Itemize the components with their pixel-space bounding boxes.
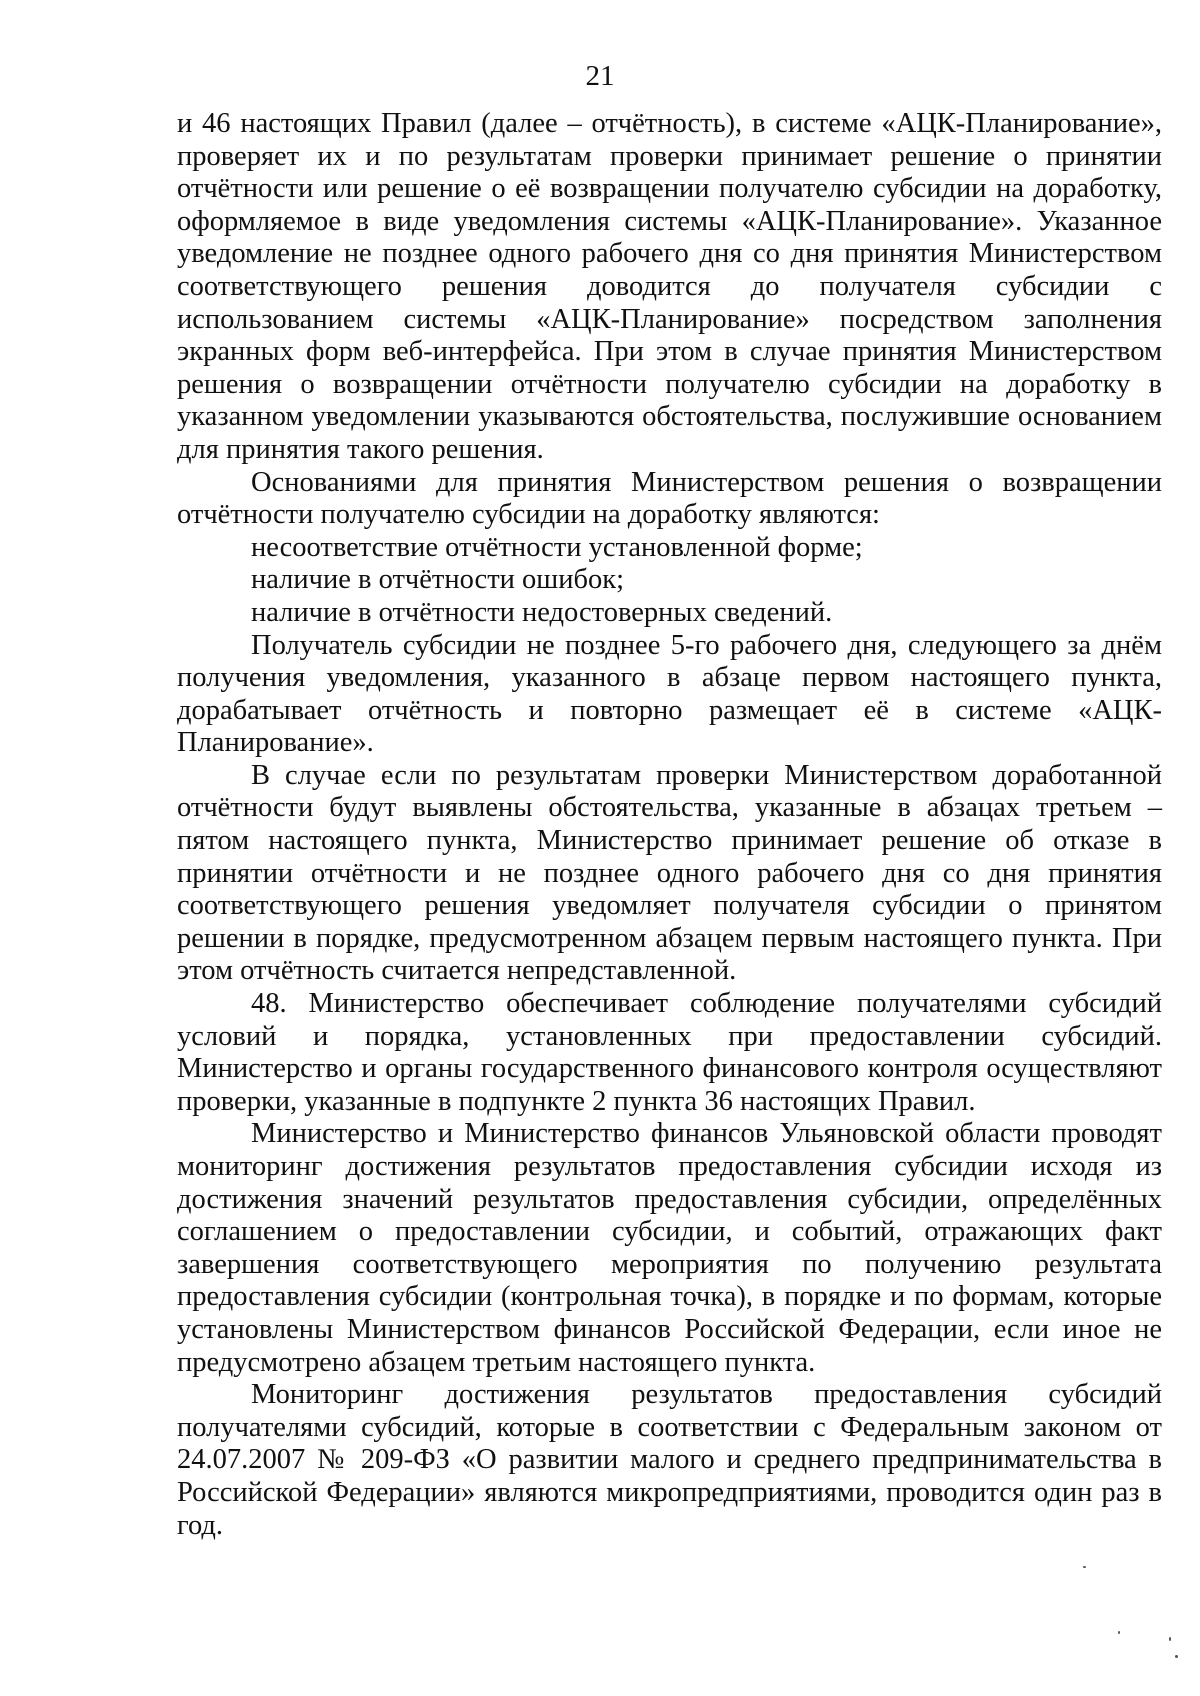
paragraph-monitoring-micro: Мониторинг достижения результатов предоставления субсидий получателями субсидий, которые в соответствии с Федеральным законом от 24.07.2007 № 209-ФЗ «О развитии малого и среднего предпринимательства в Российской Федерации» являются микропредприятиями, проводится один раз в год. <box>177 1379 1162 1541</box>
scan-speck <box>1175 1655 1178 1658</box>
scan-speck <box>1083 1566 1086 1568</box>
document-body <box>177 108 1162 1542</box>
scan-speck <box>1118 1631 1120 1634</box>
list-item-errors: наличие в отчётности ошибок; <box>251 564 624 596</box>
paragraph-point-48: 48. Министерство обеспечивает соблюдение получателями субсидий условий и порядка, установленных при предоставлении субсидий. Министерство и органы государственного финансового контроля осуществляют проверки, указанные в подпункте 2 пункта 36 настоящих Правил. <box>177 988 1162 1117</box>
scan-speck <box>1169 1637 1171 1641</box>
paragraph-monitoring: Министерство и Министерство финансов Ульяновской области проводят мониторинг достижения результатов предоставления субсидии исходя из достижения значений результатов предоставления субсидии, определённых соглашением о предоставлении субсидии, и событий, отражающих факт завершения соответствующего мероприятия по получению результата предоставления субсидии (контрольная точка), в порядке и по формам, которые установлены Министерством финансов Российской Федерации, если иное не предусмотрено абзацем третьим настоящего пункта. <box>177 1118 1162 1378</box>
list-item-false-data: наличие в отчётности недостоверных сведений. <box>251 596 833 628</box>
paragraph-refusal: В случае если по результатам проверки Министерством доработанной отчётности будут выявлены обстоятельства, указанные в абзацах третьем – пятом настоящего пункта, Министерство принимает решение об отказе в принятии отчётности и не позднее одного рабочего дня со дня принятия соответствующего решения уведомляет получателя субсидии о принятом решении в порядке, предусмотренном абзацем первым настоящего пункта. При этом отчётность считается непредставленной. <box>177 759 1162 987</box>
paragraph-grounds: Основаниями для принятия Министерством решения о возвращении отчётности получателю субсидии на доработку являются: <box>177 466 1162 531</box>
paragraph-recipient-revision: Получатель субсидии не позднее 5-го рабочего дня, следующего за днём получения уведомления, указанного в абзаце первом настоящего пункта, дорабатывает отчётность и повторно размещает её в системе «АЦК-Планирование». <box>177 629 1162 759</box>
paragraph-continuation: и 46 настоящих Правил (далее – отчётность), в системе «АЦК-Планирование», проверяет их и по результатам проверки принимает решение о принятии отчётности или решение о её возвращении получателю субсидии на доработку, оформляемое в виде уведомления системы «АЦК-Планирование». Указанное уведомление не позднее одного рабочего дня со дня принятия Министерством соответствующего решения доводится до получателя субсидии с использованием системы «АЦК-Планирование» посредством заполнения экранных форм веб-интерфейса. При этом в случае принятия Министерством решения о возвращении отчётности получателю субсидии на доработку в указанном уведомлении указываются обстоятельства, послужившие основанием для принятия такого решения. <box>177 108 1162 465</box>
list-item-nonconformity: несоответствие отчётности установленной форме; <box>251 531 863 563</box>
page-number: 21 <box>585 60 615 92</box>
